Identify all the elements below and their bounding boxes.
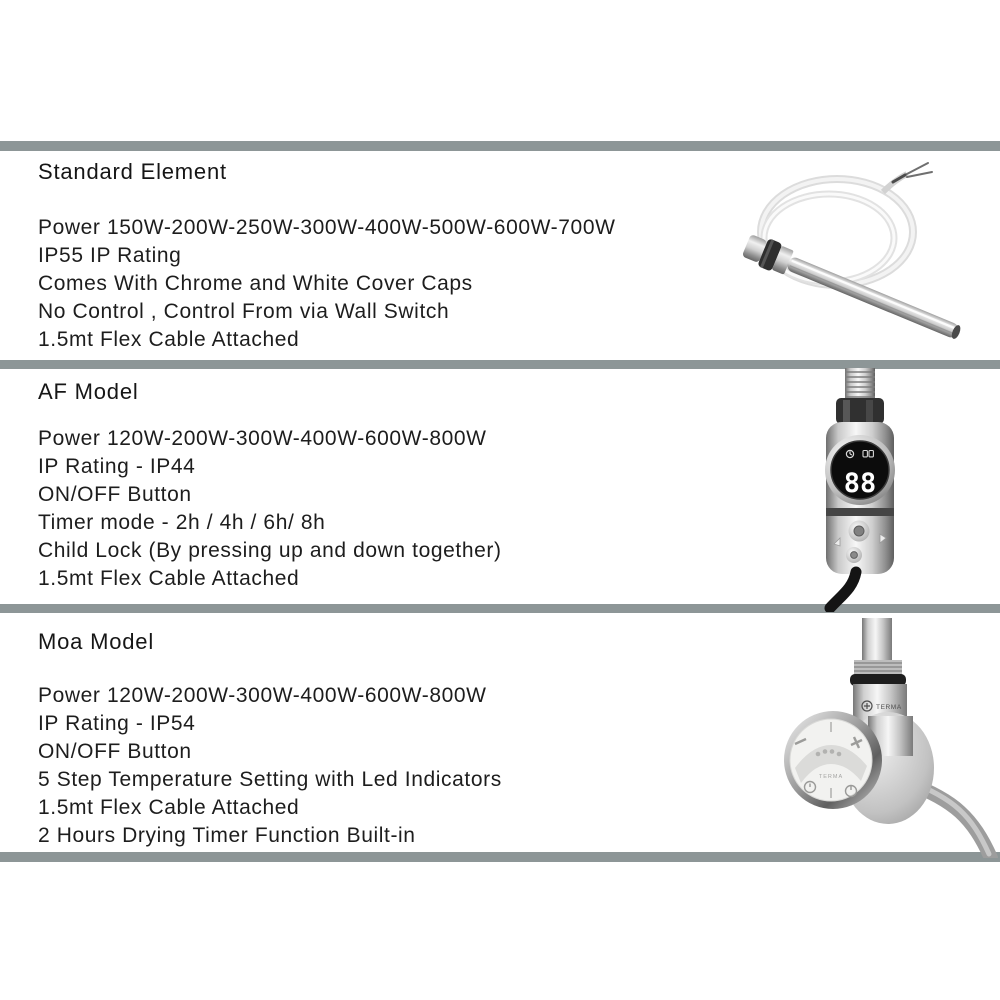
face-brand-label: TERMA [818, 774, 844, 780]
spec-line: 5 Step Temperature Setting with Led Indicators [38, 768, 502, 791]
threaded-section [854, 660, 902, 676]
spec-line: IP Rating - IP54 [38, 712, 196, 735]
section-title: Moa Model [38, 629, 155, 654]
spec-line: 2 Hours Drying Timer Function Built-in [38, 824, 416, 847]
spec-line: 1.5mt Flex Cable Attached [38, 796, 300, 819]
af-control-photo [790, 368, 930, 612]
spec-line: Power 120W-200W-300W-400W-600W-800W [38, 427, 487, 450]
display-digits: 88 [843, 468, 877, 499]
collar-nut [836, 398, 884, 424]
digital-display [825, 435, 895, 505]
spec-list [38, 682, 502, 850]
moa-thermostat-photo [758, 618, 1000, 858]
spec-line: Comes With Chrome and White Cover Caps [38, 272, 473, 295]
spec-line: Power 120W-200W-300W-400W-600W-800W [38, 684, 487, 707]
spec-line: 1.5mt Flex Cable Attached [38, 328, 300, 351]
threaded-stem [845, 368, 875, 400]
onoff-button[interactable] [849, 521, 870, 542]
section-title: Standard Element [38, 159, 227, 184]
pipe-stem [862, 618, 892, 662]
element-rod [741, 231, 965, 347]
spec-line: ON/OFF Button [38, 483, 192, 506]
spec-line: Timer mode - 2h / 4h / 6h/ 8h [38, 511, 326, 534]
power-cable [830, 572, 856, 608]
spec-line: ON/OFF Button [38, 740, 192, 763]
brand-label: TERMA [876, 704, 902, 711]
spec-line: 1.5mt Flex Cable Attached [38, 567, 300, 590]
spec-line: IP55 IP Rating [38, 244, 182, 267]
spec-list [38, 214, 616, 354]
spec-line: IP Rating - IP44 [38, 455, 196, 478]
body-band [826, 508, 894, 516]
spec-line: Child Lock (By pressing up and down together) [38, 539, 502, 562]
control-face [784, 711, 882, 809]
spec-line: Power 150W-200W-250W-300W-400W-500W-600W-700W [38, 216, 616, 239]
spec-line: No Control , Control From via Wall Switch [38, 300, 450, 323]
timer-button[interactable] [846, 547, 862, 563]
heating-element-photo [715, 150, 997, 360]
section-title: AF Model [38, 379, 139, 404]
spec-list [38, 425, 502, 593]
wire-ends [893, 163, 932, 182]
